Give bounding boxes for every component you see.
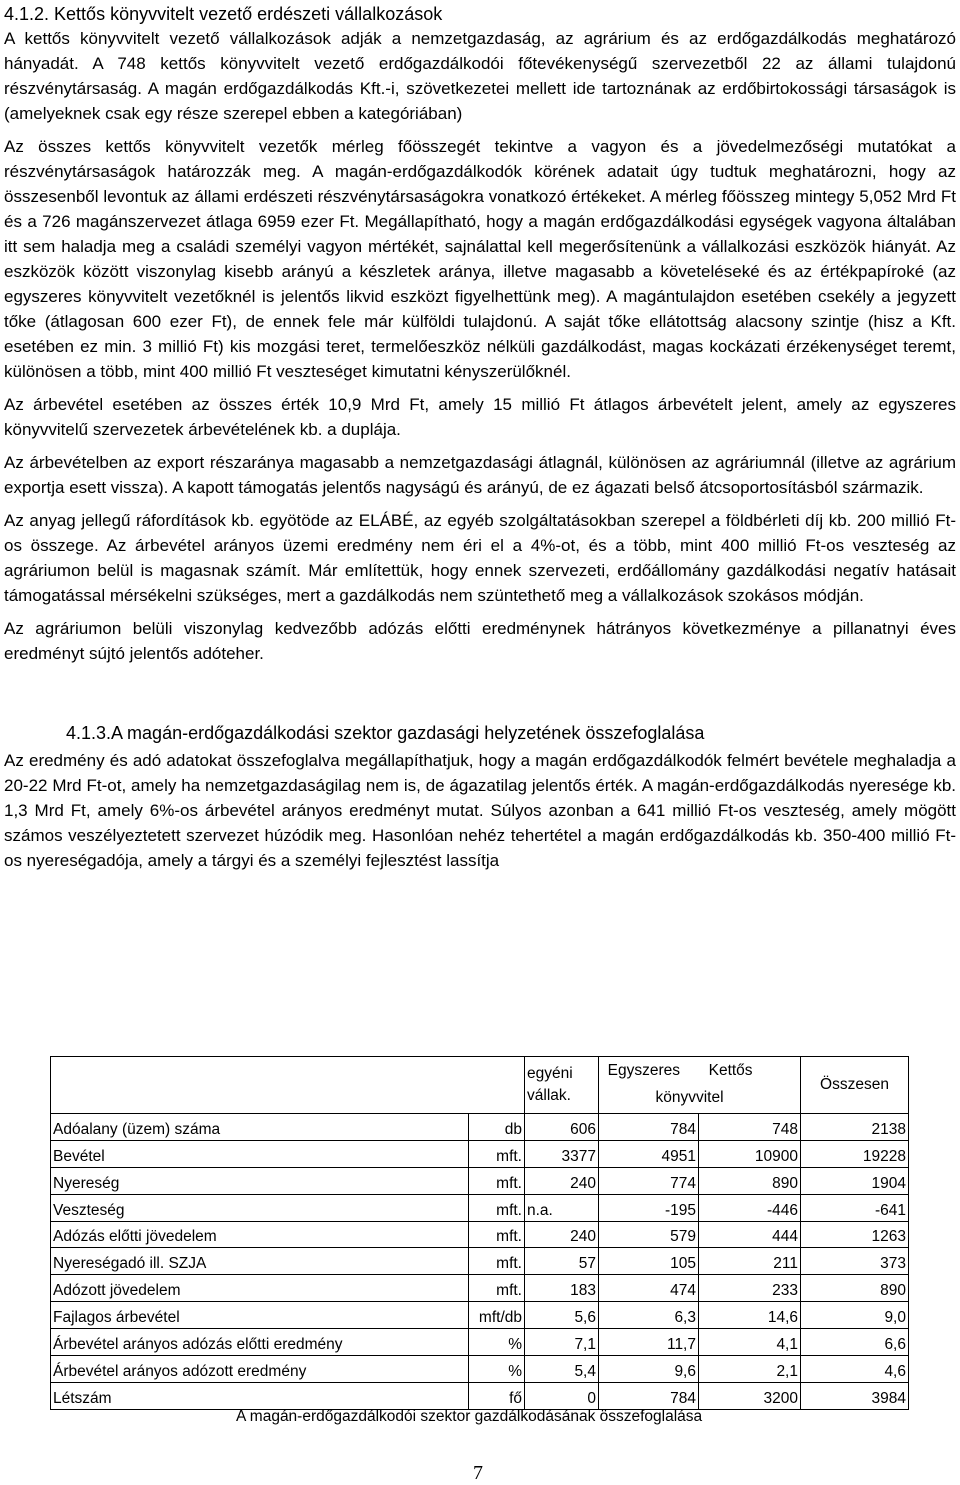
- table-row: [51, 1356, 909, 1383]
- summary-table: [50, 1056, 908, 1410]
- cell-kettos: 890: [699, 1167, 801, 1194]
- cell-egyeni: 240: [525, 1167, 599, 1194]
- data-table: [50, 1056, 909, 1410]
- row-unit: db: [469, 1114, 525, 1141]
- cell-egyszeres: 6,3: [599, 1302, 699, 1329]
- row-unit: mft/db: [469, 1302, 525, 1329]
- cell-osszesen: 3984: [801, 1382, 909, 1409]
- header-konyvvitel-group: [599, 1057, 801, 1114]
- row-unit: mft.: [469, 1194, 525, 1221]
- table-row: [51, 1194, 909, 1221]
- cell-egyeni: 3377: [525, 1140, 599, 1167]
- table-row: [51, 1329, 909, 1356]
- cell-egyeni: 0: [525, 1382, 599, 1409]
- cell-kettos: 4,1: [699, 1329, 801, 1356]
- cell-kettos: 2,1: [699, 1356, 801, 1383]
- cell-kettos: 3200: [699, 1382, 801, 1409]
- header-egyszeres: Egyszeres: [607, 1062, 680, 1079]
- paragraph: Az anyag jellegű ráfordítások kb. egyötöde az ELÁBÉ, az egyéb szolgáltatásokban szerepel a földbérleti díj kb. 200 millió Ft-os összege. Az árbevétel arányos üzemi eredmény nem éri el a 4%-ot, és a több, mint 400 millió Ft-os veszteség az agráriumon belül is magasnak számít. Már említettük, hogy ennek szervezeti, erdőállomány gazdálkodási negatív hatásait támogatással mérsékelni szükséges, mert a gazdálkodás nem szüntethető meg a vállalkozások szokásos módján.: [4, 511, 956, 605]
- cell-osszesen: 2138: [801, 1114, 909, 1141]
- row-label: Adózott jövedelem: [51, 1275, 469, 1302]
- table-row: [51, 1114, 909, 1141]
- row-unit: mft.: [469, 1221, 525, 1248]
- cell-egyeni: 5,6: [525, 1302, 599, 1329]
- row-unit: %: [469, 1329, 525, 1356]
- cell-egyeni: n.a.: [525, 1194, 599, 1221]
- cell-egyszeres: -195: [599, 1194, 699, 1221]
- cell-egyszeres: 105: [599, 1248, 699, 1275]
- section-heading-4-1-3: 4.1.3.A magán-erdőgazdálkodási szektor gazdasági helyzetének összefoglalása: [66, 723, 705, 743]
- table-row: [51, 1140, 909, 1167]
- cell-egyeni: 606: [525, 1114, 599, 1141]
- cell-egyeni: 57: [525, 1248, 599, 1275]
- cell-osszesen: 890: [801, 1275, 909, 1302]
- cell-kettos: -446: [699, 1194, 801, 1221]
- paragraph: Az árbevételben az export részaránya magasabb a nemzetgazdasági átlagnál, különösen az agráriumnál (illetve az agrárium exportja esett vissza). A kapott támogatás jelentős nagyságú és arányú, de ez ágazati belső átcsoportosításból származik.: [4, 453, 956, 497]
- table-row: [51, 1248, 909, 1275]
- row-label: Veszteség: [51, 1194, 469, 1221]
- cell-egyeni: 183: [525, 1275, 599, 1302]
- cell-kettos: 14,6: [699, 1302, 801, 1329]
- cell-egyeni: 5,4: [525, 1356, 599, 1383]
- cell-egyszeres: 774: [599, 1167, 699, 1194]
- page-number: 7: [473, 1462, 483, 1484]
- table-row: [51, 1275, 909, 1302]
- row-unit: mft.: [469, 1275, 525, 1302]
- cell-egyszeres: 9,6: [599, 1356, 699, 1383]
- paragraph: Az agráriumon belüli viszonylag kedvezőbb adózás előtti eredménynek hátrányos következménye a pillanatnyi éves eredményt sújtó jelentős adóteher.: [4, 619, 956, 663]
- cell-kettos: 444: [699, 1221, 801, 1248]
- row-label: Árbevétel arányos adózott eredmény: [51, 1356, 469, 1383]
- row-unit: mft.: [469, 1167, 525, 1194]
- cell-egyszeres: 11,7: [599, 1329, 699, 1356]
- cell-osszesen: 4,6: [801, 1356, 909, 1383]
- header-kettos: Kettős: [708, 1062, 753, 1079]
- row-label: Nyereségadó ill. SZJA: [51, 1248, 469, 1275]
- row-label: Bevétel: [51, 1140, 469, 1167]
- row-unit: %: [469, 1356, 525, 1383]
- section-heading-4-1-2: 4.1.2. Kettős könyvvitelt vezető erdészeti vállalkozások: [4, 4, 443, 24]
- table-body: [51, 1114, 909, 1410]
- paragraph: Az összes kettős könyvvitelt vezetők mérleg főösszegét tekintve a vagyon és a jövedelmezőségi mutatókat a részvénytársaságok határozzák meg. A magán-erdőgazdálkodók körének adatait úgy tudtuk meghatározni, hogy az összesenből levontuk az állami erdészeti részvénytársaságokra vonatkozó értékeket. A mérleg főösszeg mintegy 5,052 Mrd Ft és a 726 magánszervezet átlaga 6959 ezer Ft. Megállapítható, hogy a magán erdőgazdálkodási egységek vagyona általában itt sem haladja meg a családi személyi vagyon mértékét, sajnálattal kell megerősítenünk a vállalkozási eszközök hiányát. Az eszközök között viszonylag kisebb arányú a készletek aránya, illetve magasabb a követeléseké és az értékpapíroké (az egyszeres könyvvitelt vezetőknél is jelentős likvid eszközt figyelhettünk meg). A magántulajdon esetében csekély a jegyzett tőke (átlagosan 600 ezer Ft), de ennek fele már külföldi tulajdonú. A saját tőke ellátottság alacsony szintje (hisz a Kft. esetében ez min. 3 millió Ft) kis mozgási teret, termelőeszköz nélküli gazdálkodást, magas kockázati érzékenységet teremt, különösen a több, mint 400 millió Ft veszteséget kimutatni kényszerülőknél.: [4, 137, 956, 381]
- paragraph: Az árbevétel esetében az összes érték 10,9 Mrd Ft, amely 15 millió Ft átlagos árbevételt jelent, amely az egyszeres könyvvitelű szervezetek árbevételének kb. a duplája.: [4, 395, 956, 439]
- cell-osszesen: 1263: [801, 1221, 909, 1248]
- paragraph: Az eredmény és adó adatokat összefoglalva megállapíthatjuk, hogy a magán erdőgazdálkodók felmért bevétele meghaladja a 20-22 Mrd Ft-ot, amely ha nemzetgazdaságilag nem is, de ágazatilag jelentős érték. A magán-erdőgazdálkodás nyeresége kb. 1,3 Mrd Ft, amely 6%-os árbevétel arányos eredményt mutat. Súlyos azonban a 641 millió Ft-os veszteség, amely mögött számos veszélyeztetett szervezet húzódik meg. Hasonlóan nehéz tehertétel a magán erdőgazdálkodás kb. 350-400 millió Ft-os nyereségadója, amely a tárgyi és a személyi fejlesztést lassítja: [4, 751, 956, 870]
- paragraph: A kettős könyvvitelt vezető vállalkozások adják a nemzetgazdaság, az agrárium és az erdőgazdálkodás meghatározó hányadát. A 748 kettős könyvvitelt vezető erdőgazdálkodói főtevékenységű szervezetből 22 az állami tulajdonú részvénytársaság. A magán erdőgazdálkodás Kft.-i, szövetkezetei mellett ide tartoznának az erdőbirtokossági társaságok is (amelyeknek csak egy része szerepel ebben a kategóriában): [4, 29, 956, 123]
- row-label: Létszám: [51, 1382, 469, 1409]
- document-page: [4, 0, 956, 873]
- header-egyeni: egyéni vállak.: [525, 1057, 599, 1114]
- table-row: [51, 1221, 909, 1248]
- cell-osszesen: -641: [801, 1194, 909, 1221]
- cell-egyszeres: 579: [599, 1221, 699, 1248]
- cell-osszesen: 6,6: [801, 1329, 909, 1356]
- table-row: [51, 1167, 909, 1194]
- row-unit: mft.: [469, 1140, 525, 1167]
- cell-kettos: 211: [699, 1248, 801, 1275]
- row-unit: mft.: [469, 1248, 525, 1275]
- cell-osszesen: 19228: [801, 1140, 909, 1167]
- header-konyvvitel: könyvvitel: [655, 1089, 724, 1106]
- cell-egyeni: 240: [525, 1221, 599, 1248]
- row-label: Árbevétel arányos adózás előtti eredmény: [51, 1329, 469, 1356]
- cell-osszesen: 373: [801, 1248, 909, 1275]
- row-label: Adóalany (üzem) száma: [51, 1114, 469, 1141]
- table-row: [51, 1382, 909, 1409]
- cell-egyszeres: 784: [599, 1114, 699, 1141]
- table-caption: A magán-erdőgazdálkodói szektor gazdálkodásának összefoglalása: [236, 1408, 703, 1425]
- cell-osszesen: 9,0: [801, 1302, 909, 1329]
- cell-kettos: 748: [699, 1114, 801, 1141]
- cell-kettos: 10900: [699, 1140, 801, 1167]
- row-label: Adózás előtti jövedelem: [51, 1221, 469, 1248]
- table-header-row: [51, 1057, 909, 1114]
- row-unit: fő: [469, 1382, 525, 1409]
- cell-egyszeres: 474: [599, 1275, 699, 1302]
- row-label: Nyereség: [51, 1167, 469, 1194]
- cell-egyeni: 7,1: [525, 1329, 599, 1356]
- row-label: Fajlagos árbevétel: [51, 1302, 469, 1329]
- cell-osszesen: 1904: [801, 1167, 909, 1194]
- cell-kettos: 233: [699, 1275, 801, 1302]
- table-row: [51, 1302, 909, 1329]
- cell-egyszeres: 4951: [599, 1140, 699, 1167]
- cell-egyszeres: 784: [599, 1382, 699, 1409]
- header-osszesen: Összesen: [801, 1057, 909, 1114]
